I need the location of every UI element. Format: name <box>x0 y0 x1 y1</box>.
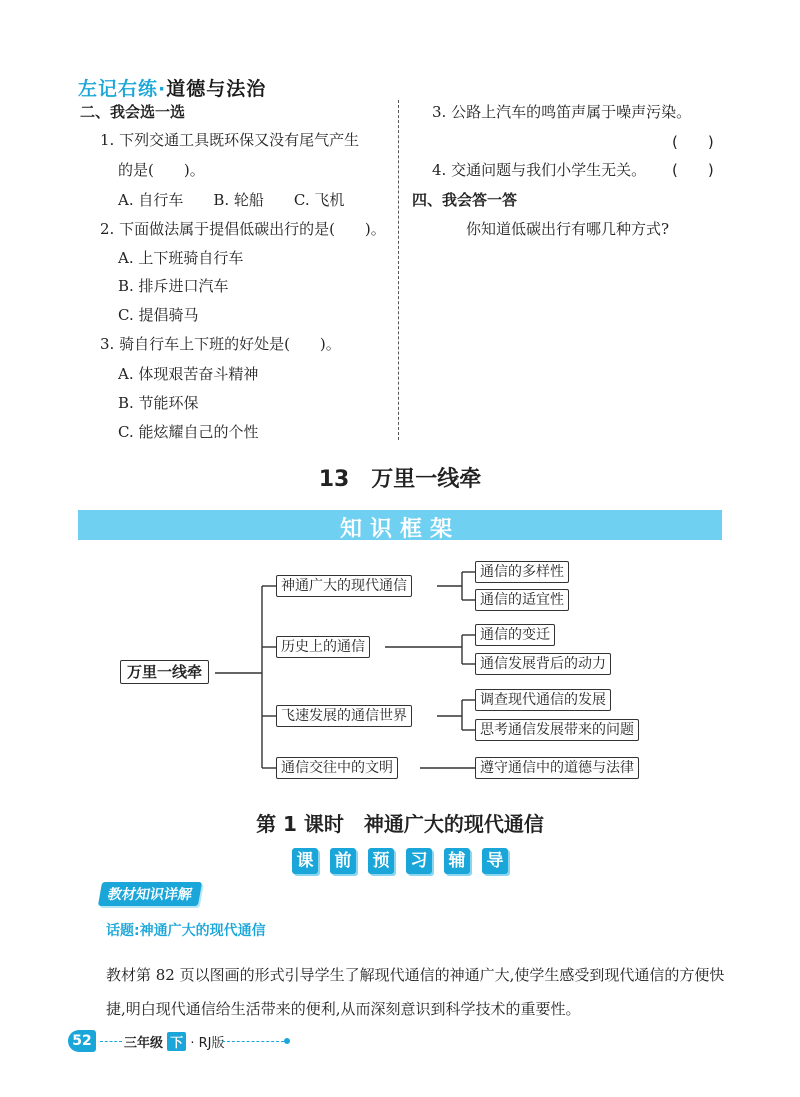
question-1-line-2: 的是( )。 <box>118 161 205 179</box>
question-3-line: 3. 骑自行车上下班的好处是( )。 <box>100 335 341 353</box>
footer-grade-info <box>124 1032 224 1051</box>
guide-tile: 辅 <box>444 848 470 874</box>
guide-tile: 导 <box>482 848 508 874</box>
lesson-title: 第 1 课时 神通广大的现代通信 <box>256 812 544 836</box>
footer-dash-line <box>100 1041 122 1042</box>
question-2-option-c: C. 提倡骑马 <box>118 306 199 324</box>
branch-rapid-development: 飞速发展的通信世界 <box>276 705 412 727</box>
subject-name: 道德与法治 <box>166 78 267 100</box>
true-false-3-paren: ( ) <box>672 133 714 151</box>
question-2-option-b: B. 排斥进口汽车 <box>118 277 229 295</box>
question-2-option-a: A. 上下班骑自行车 <box>118 249 244 267</box>
leaf-suitability: 通信的适宜性 <box>475 589 569 611</box>
footer-dash-line-right <box>222 1041 284 1042</box>
banner-title: 知识框架 <box>339 517 460 542</box>
guide-tile: 课 <box>292 848 318 874</box>
chapter-title: 13 万里一线牵 <box>318 467 482 492</box>
guide-tiles <box>0 848 800 874</box>
brand-name: 左记右练 <box>78 78 159 100</box>
question-1-options: A. 自行车 B. 轮船 C. 飞机 <box>118 191 345 209</box>
section-title-choose: 二、我会选一选 <box>80 103 186 121</box>
leaf-survey: 调查现代通信的发展 <box>475 689 611 711</box>
question-3-option-c: C. 能炫耀自己的个性 <box>118 423 259 441</box>
question-3-option-b: B. 节能环保 <box>118 394 199 412</box>
branch-modern-communication: 神通广大的现代通信 <box>276 575 412 597</box>
topic-label: 话题:神通广大的现代通信 <box>106 923 266 939</box>
open-question: 你知道低碳出行有哪几种方式? <box>466 220 670 238</box>
footer-dot <box>284 1038 290 1044</box>
branch-history: 历史上的通信 <box>276 636 370 658</box>
leaf-problems: 思考通信发展带来的问题 <box>475 719 639 741</box>
branch-civility: 通信交往中的文明 <box>276 757 398 779</box>
footer-term: 下 <box>167 1032 186 1051</box>
guide-tile: 前 <box>330 848 356 874</box>
true-false-4: 4. 交通问题与我们小学生无关。 <box>432 161 647 179</box>
body-paragraph: 教材第 82 页以图画的形式引导学生了解现代通信的神通广大,使学生感受到现代通信的方便快捷,明白现代通信给生活带来的便利,从而深刻意识到科学技术的重要性。 <box>106 966 725 1018</box>
question-3-option-a: A. 体现艰苦奋斗精神 <box>118 365 259 383</box>
question-2-line: 2. 下面做法属于提倡低碳出行的是( )。 <box>100 220 386 238</box>
true-false-3: 3. 公路上汽车的鸣笛声属于噪声污染。 <box>432 103 692 121</box>
page-number: 52 <box>68 1030 96 1052</box>
question-1-line-1: 1. 下列交通工具既环保又没有尾气产生 <box>100 131 360 149</box>
mind-map-root: 万里一线牵 <box>120 660 209 684</box>
true-false-4-paren: ( ) <box>672 161 714 179</box>
footer-grade: 三年级 <box>124 1036 164 1051</box>
leaf-driving-force: 通信发展背后的动力 <box>475 653 611 675</box>
guide-tile: 习 <box>406 848 432 874</box>
guide-tile: 预 <box>368 848 394 874</box>
section-title-answer: 四、我会答一答 <box>412 191 518 209</box>
leaf-changes: 通信的变迁 <box>475 624 555 646</box>
footer-edition: · RJ版 <box>190 1036 225 1051</box>
textbook-knowledge-tag: 教材知识详解 <box>98 882 202 906</box>
brand-separator: · <box>158 78 167 100</box>
leaf-ethics-law: 遵守通信中的道德与法律 <box>475 757 639 779</box>
leaf-diversity: 通信的多样性 <box>475 561 569 583</box>
